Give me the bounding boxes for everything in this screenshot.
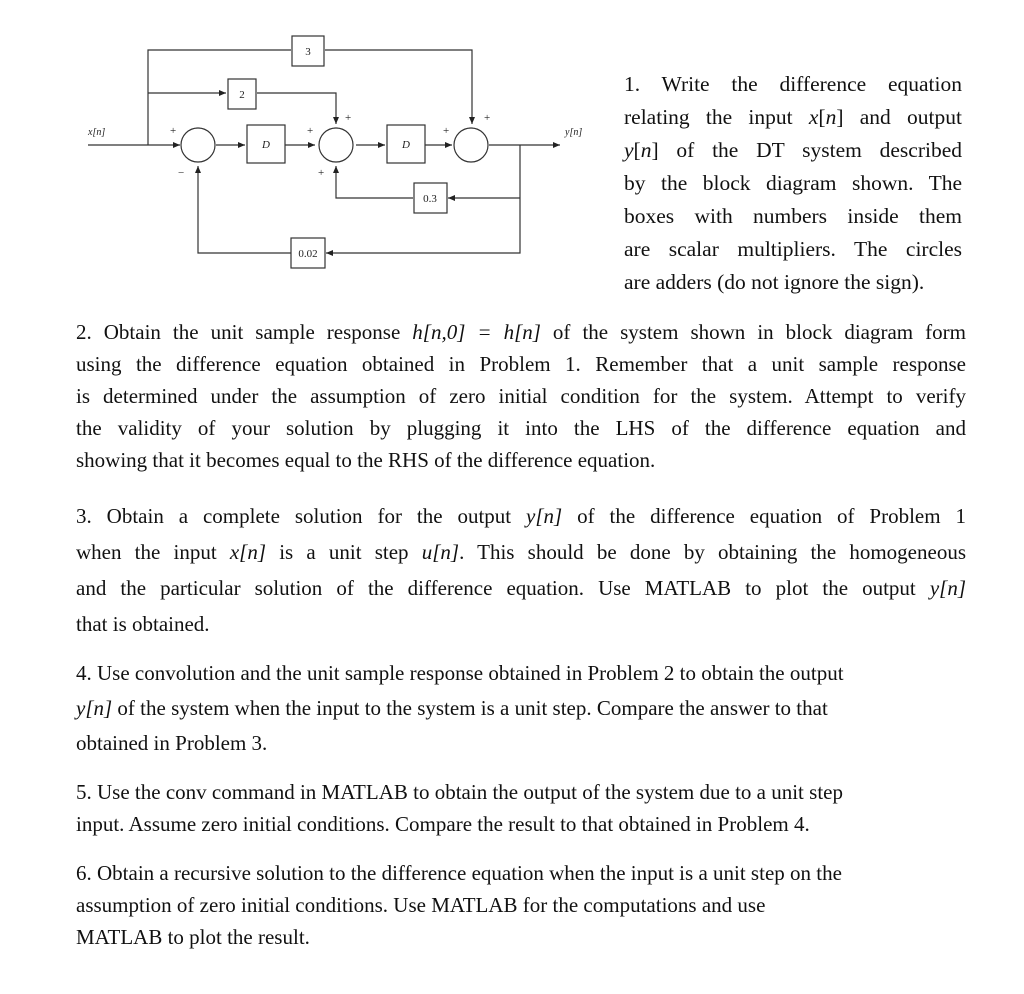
delay-label-1: D [262, 139, 270, 151]
block-diagram [0, 0, 620, 300]
sign-a1-bottom: − [178, 167, 185, 179]
output-label: y[n] [565, 127, 583, 138]
p3-line-3: and the particular solution of the difference equation. Use MATLAB to plot the output y[n] [76, 576, 966, 600]
p6-line-3: MATLAB to plot the result. [76, 925, 310, 949]
gain-label-002: 0.02 [298, 248, 318, 260]
p1-line-5: boxes with numbers inside them [624, 204, 962, 228]
p5-line-1: 5. Use the conv command in MATLAB to obtain the output of the system due to a unit step [76, 780, 843, 804]
problem-1 [624, 68, 962, 299]
feedback-03-out [336, 166, 413, 198]
gain-label-03: 0.3 [423, 193, 437, 205]
sign-a2-left: + [307, 125, 314, 137]
p2-line-5: showing that it becomes equal to the RHS of the difference equation. [76, 448, 656, 472]
p3-line-4: that is obtained. [76, 612, 210, 636]
problem-2 [76, 316, 966, 476]
feedforward-2-out [257, 93, 336, 124]
p2-line-4: the validity of your solution by plugging it into the LHS of the difference equation and [76, 416, 966, 440]
gain-label-2: 2 [239, 89, 245, 101]
sign-a2-top: + [345, 112, 352, 124]
adder-3 [454, 128, 488, 162]
problem-5 [76, 776, 966, 840]
p1-line-1: 1. Write the difference equation [624, 72, 962, 96]
p3-line-2: when the input x[n] is a unit step u[n]. This should be done by obtaining the homogeneous [76, 540, 966, 564]
p6-line-2: assumption of zero initial conditions. Use MATLAB for the computations and use [76, 893, 766, 917]
p5-line-2: input. Assume zero initial conditions. Compare the result to that obtained in Problem 4. [76, 812, 810, 836]
problem-3 [76, 498, 966, 642]
p3-line-1: 3. Obtain a complete solution for the output y[n] of the difference equation of Problem 1 [76, 504, 966, 528]
sign-a2-bottom: + [318, 167, 325, 179]
sign-a3-left: + [443, 125, 450, 137]
p6-line-1: 6. Obtain a recursive solution to the difference equation when the input is a unit step on the [76, 861, 842, 885]
adder-1 [181, 128, 215, 162]
feedback-002-out [198, 166, 291, 253]
p2-line-3: is determined under the assumption of zero initial condition for the system. Attempt to verify [76, 384, 966, 408]
p4-line-3: obtained in Problem 3. [76, 731, 268, 755]
p1-line-2: relating the input x[n] and output [624, 105, 962, 129]
input-label: x[n] [88, 127, 106, 138]
gain-label-3: 3 [305, 46, 311, 58]
p4-line-2: y[n] of the system when the input to the system is a unit step. Compare the answer to that [76, 696, 828, 720]
p1-line-3: y[n] of the DT system described [624, 138, 962, 162]
p1-line-6: are scalar multipliers. The circles [624, 237, 962, 261]
sign-a3-top: + [484, 112, 491, 124]
p2-line-2: using the difference equation obtained in Problem 1. Remember that a unit sample response [76, 352, 966, 376]
adder-2 [319, 128, 353, 162]
sign-a1-left: + [170, 125, 177, 137]
p2-line-1: 2. Obtain the unit sample response h[n,0] = h[n] of the system shown in block diagram form [76, 320, 966, 344]
p4-line-1: 4. Use convolution and the unit sample response obtained in Problem 2 to obtain the output [76, 661, 844, 685]
p1-line-4: by the block diagram shown. The [624, 171, 962, 195]
problem-6 [76, 857, 966, 953]
p1-line-7: are adders (do not ignore the sign). [624, 270, 925, 294]
problem-4 [76, 656, 966, 761]
delay-label-2: D [402, 139, 410, 151]
